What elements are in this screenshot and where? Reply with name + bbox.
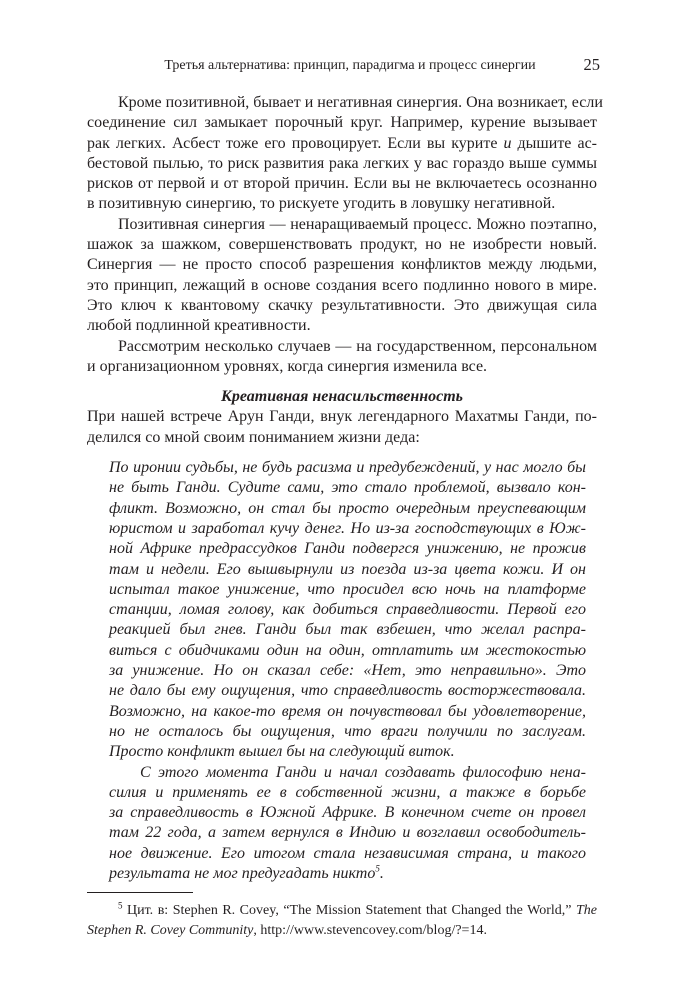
text-segment: Рассмотрим несколько случаев — на государственном, персональном <box>118 337 597 355</box>
text-segment: The <box>576 903 597 919</box>
text-segment: соединение сил замыкает порочный круг. Например, курение вызывает <box>87 114 597 132</box>
paragraph <box>87 407 597 448</box>
paragraph <box>87 215 597 337</box>
block-quote <box>109 458 586 884</box>
footnote <box>87 901 597 941</box>
text-segment: это принцип, лежащий в основе создания всего подлинно нового в мире. <box>87 276 597 294</box>
body-text <box>87 93 603 377</box>
text-segment: . <box>379 864 384 882</box>
text-segment: не дало бы ему ощущения, что справедливость восторжествовала. <box>109 682 586 700</box>
text-segment: Цит. в: Stephen R. Covey, “The Mission Statement that Changed the World,” <box>122 903 576 919</box>
text-segment: , http://www.stevencovey.com/blog/?=14. <box>253 923 487 939</box>
text-segment: там и недели. Его вышвырнули из поезда из-за цвета кожи. И он <box>109 560 586 578</box>
text-line <box>87 901 597 921</box>
page-body <box>87 93 603 941</box>
text-line <box>109 478 586 498</box>
text-line <box>109 742 586 762</box>
text-line <box>109 681 586 701</box>
text-line <box>109 702 586 722</box>
footnote-marker: 5 <box>375 863 380 874</box>
section-heading <box>87 387 597 407</box>
paragraph <box>87 93 603 215</box>
text-segment: в позитивную синергию, то рискуете угодить в ловушку негативной. <box>87 195 556 213</box>
text-line <box>87 296 597 316</box>
paragraph <box>87 337 597 378</box>
text-segment: делился со мной своим пониманием жизни деда: <box>87 428 420 446</box>
text-segment: реакцией был гнев. Ганди был так взбешен, что желал распра- <box>109 621 586 639</box>
text-segment: фликт. Возможно, он стал бы просто очередным преуспевающим <box>109 499 586 517</box>
footnote-divider <box>87 892 193 893</box>
text-line <box>87 174 597 194</box>
text-segment: По иронии судьбы, не будь расизма и предубеждений, у нас могло бы <box>109 459 586 477</box>
text-line <box>109 519 586 539</box>
text-line <box>87 921 597 941</box>
text-segment: станции, ломая голову, как добиться справедливости. Первой его <box>109 601 586 619</box>
text-line <box>109 844 586 864</box>
text-segment: Возможно, на какое-то время он почувствовал бы удовлетворение, <box>109 702 586 720</box>
text-segment: С этого момента Ганди и начал создавать философию нена- <box>140 763 586 781</box>
text-line <box>109 499 586 519</box>
text-line <box>87 235 597 255</box>
text-line <box>109 803 586 823</box>
text-line <box>87 357 597 377</box>
paragraph <box>87 901 597 941</box>
text-segment: испытал такое унижение, что просидел всю ночь на платформе <box>109 580 586 598</box>
text-segment: рисков от первой и от второй причин. Если вы не включаетесь осознанно <box>87 175 597 193</box>
text-segment: юристом и заработал кучу денег. Но из-за господствующих в Юж- <box>109 519 586 537</box>
text-segment: результата не мог предугадать никто <box>109 864 376 882</box>
text-line <box>109 600 586 620</box>
text-line <box>87 134 597 154</box>
text-segment: бестовой пылью, то риск развития рака легких у вас гораздо выше суммы <box>87 154 597 172</box>
intro-paragraph <box>87 407 597 448</box>
text-line <box>87 407 597 427</box>
text-segment: При нашей встрече Арун Ганди, внук легендарного Махатмы Ганди, по- <box>87 408 597 426</box>
paragraph <box>109 458 586 762</box>
text-line <box>109 458 586 478</box>
running-header-title: Третья альтернатива: принцип, парадигма и процесс синергии <box>164 58 536 73</box>
text-line <box>109 864 586 884</box>
text-segment: не быть Ганди. Судите сами, это стало проблемой, вызвало кон- <box>109 479 586 497</box>
text-line <box>87 337 597 357</box>
text-line <box>109 823 586 843</box>
text-segment: ное движение. Его итогом стала независимая страна, и такого <box>109 844 586 862</box>
text-line <box>87 428 597 448</box>
text-segment: виться с обидчиками один на один, отплатить им жестокостью <box>109 641 586 659</box>
text-segment: Синергия — не просто способ разрешения конфликтов между людьми, <box>87 256 597 274</box>
text-segment: дышите ас- <box>511 134 597 152</box>
text-line <box>109 620 586 640</box>
text-segment: Stephen R. Covey Community <box>87 923 254 939</box>
section-heading-text: Креативная ненасильственность <box>221 388 463 406</box>
text-line <box>109 560 586 580</box>
text-line <box>87 93 603 113</box>
footnote-marker: 5 <box>118 900 123 911</box>
text-line <box>109 641 586 661</box>
text-segment: там 22 года, а затем вернулся в Индию и возглавил освободитель- <box>109 824 586 842</box>
text-segment: за справедливость в Южной Африке. В конечном счете он провел <box>109 804 586 822</box>
paragraph <box>109 763 586 885</box>
text-segment: силия и применять ее в собственной жизни, а также в борьбе <box>109 783 586 801</box>
text-line <box>87 255 597 275</box>
text-segment: и <box>503 134 512 152</box>
text-line <box>87 194 597 214</box>
text-segment: шажок за шажком, совершенствовать продукт, но не изобрести новый. <box>87 236 597 254</box>
text-line <box>109 783 586 803</box>
text-line <box>87 154 597 174</box>
text-line <box>87 215 597 235</box>
text-line <box>87 316 597 336</box>
text-line <box>109 722 586 742</box>
text-segment: любой подлинной креативности. <box>87 317 311 335</box>
text-segment: ной Африке предрассудков Ганди подвергся унижению, не прожив <box>109 540 586 558</box>
text-segment: Кроме позитивной, бывает и негативная синергия. Она возникает, если <box>118 94 603 111</box>
text-line <box>87 113 597 133</box>
text-line <box>87 276 597 296</box>
text-line <box>109 661 586 681</box>
text-segment: Просто конфликт вышел бы на следующий виток. <box>109 743 455 761</box>
text-segment: но не осталось бы ощущения, что враги получили по заслугам. <box>109 722 586 740</box>
text-line <box>109 539 586 559</box>
text-line <box>109 580 586 600</box>
text-line <box>109 763 586 783</box>
text-segment: Позитивная синергия — ненаращиваемый процесс. Можно поэтапно, <box>118 215 597 233</box>
text-segment: и организационном уровнях, когда синергия изменила все. <box>87 357 488 375</box>
text-segment: за унижение. Но он сказал себе: «Нет, это неправильно». Это <box>109 662 586 680</box>
text-segment: рак легких. Асбест тоже его провоцирует. Если вы курите <box>87 134 504 152</box>
text-segment: Это ключ к квантовому скачку результативности. Это движущая сила <box>87 296 597 314</box>
page-number: 25 <box>583 55 600 74</box>
